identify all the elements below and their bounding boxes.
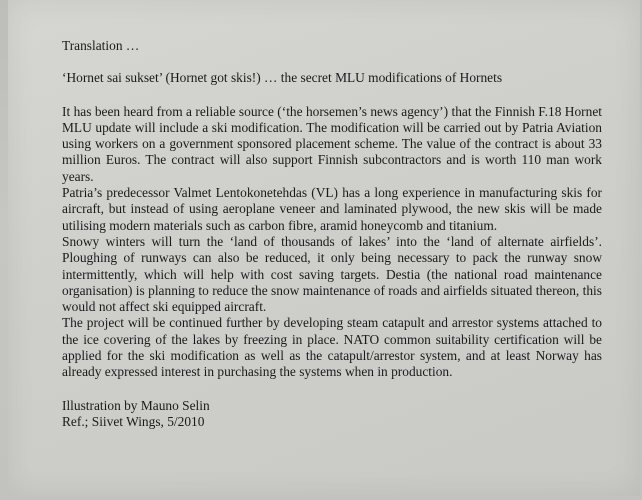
paragraph-contract: It has been heard from a reliable source (‘the horsemen’s news agency’) that the Finnish F.18 Hornet MLU update will include a ski modification. The modification will be carried out by Patria Aviation using workers on a government sponsored placement scheme. The value of the contract is about 33 million Euros. The contract will also support Finnish subcontractors and is worth 110 man work years. [62,103,602,184]
document-footer [62,398,602,431]
reference-line: Ref.; Siivet Wings, 5/2010 [62,413,205,429]
article-title: ‘Hornet sai sukset’ (Hornet got skis!) … the secret MLU modifications of Hornets [62,70,503,86]
illustration-credit: Illustration by Mauno Selin [62,397,210,413]
document-page [8,0,640,496]
document-heading: Translation … [62,38,140,53]
paragraph-catapult: The project will be continued further by developing steam catapult and arrestor systems attached to the ice covering of the lakes by freezing in place. NATO common suitability certification will be applied for the ski modification as well as the catapult/arrestor system, and at least Norway has already expressed interest in purchasing the systems when in production. [62,315,602,380]
document-body [62,38,602,430]
paragraph-skis: Patria’s predecessor Valmet Lentokonetehdas (VL) has a long experience in manufacturing skis for aircraft, but instead of using aeroplane veneer and laminated plywood, the new skis will be made utilising modern materials such as carbon fibre, aramid honeycomb and titanium. [62,185,602,233]
paragraph-winters: Snowy winters will turn the ‘land of thousands of lakes’ into the ‘land of alternate airfields’. Ploughing of runways can also be reduced, it only being necessary to pack the runway snow intermittently, which will help with cost saving targets. Destia (the national road maintenance organisation) is planning to reduce the snow maintenance of roads and airfields situated thereon, this would not affect ski equipped aircraft. [62,233,602,315]
